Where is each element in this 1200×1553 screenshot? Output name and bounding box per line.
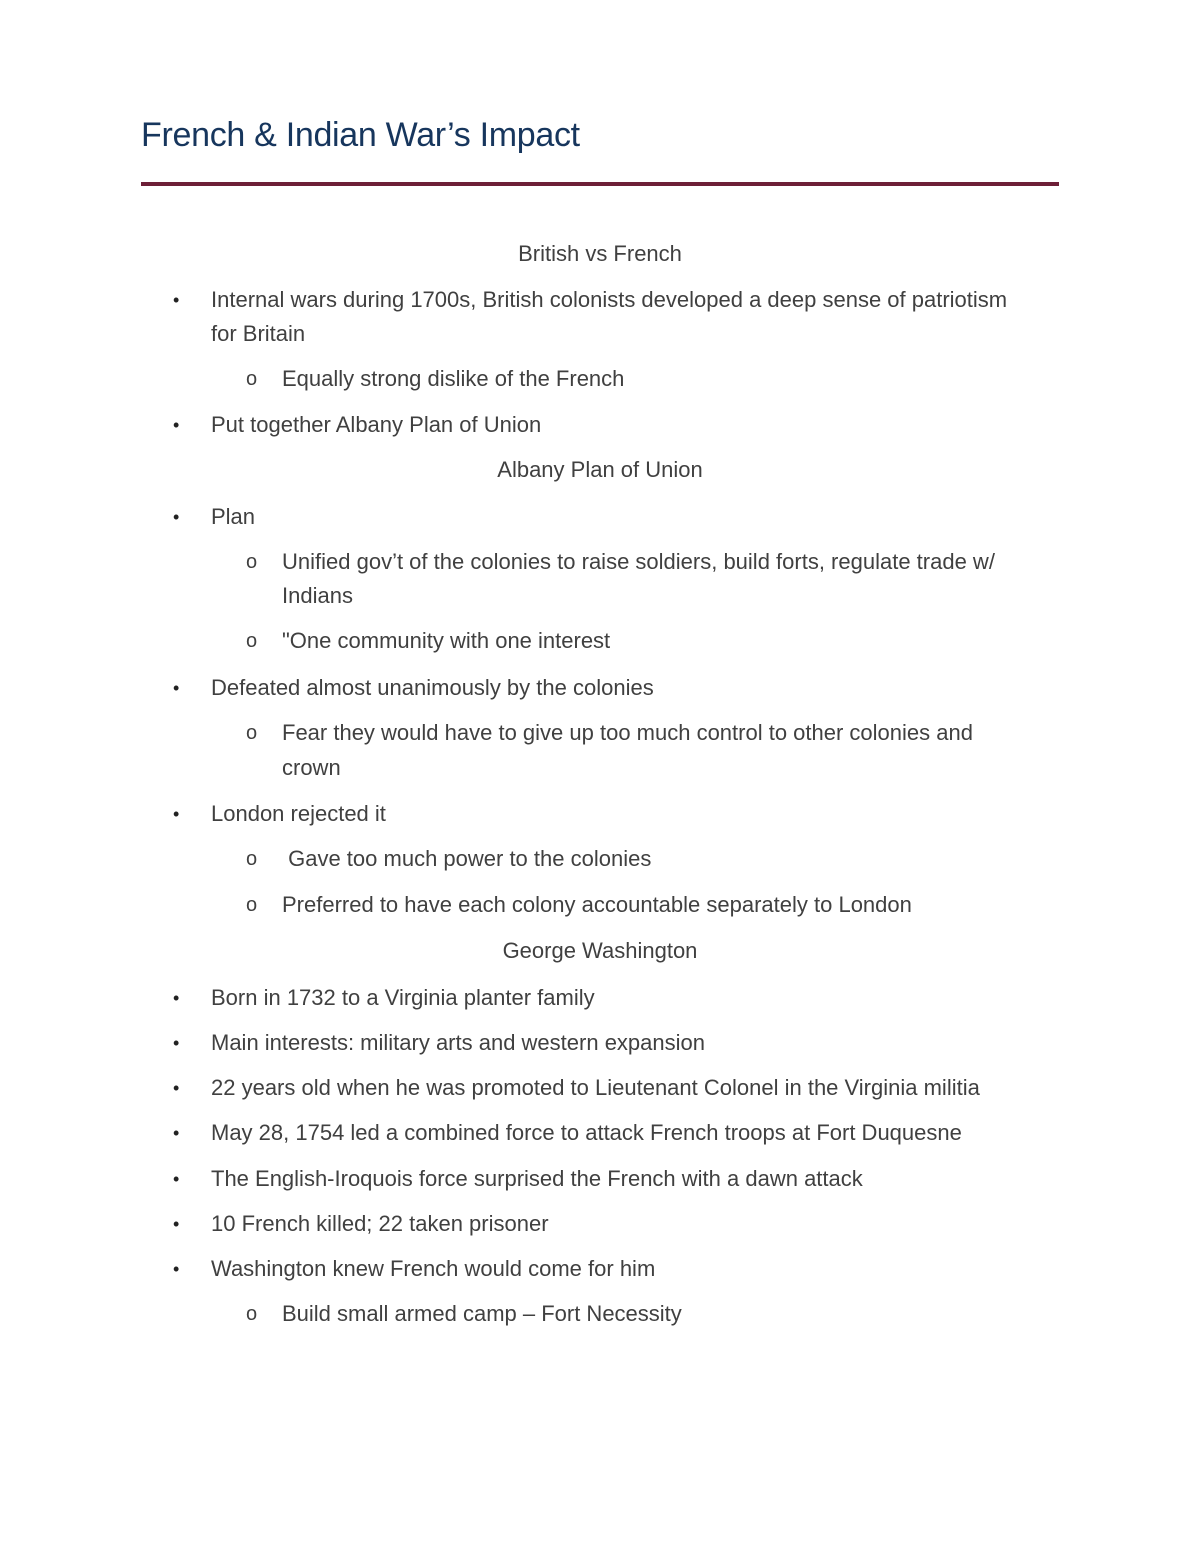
bullet-icon: • <box>173 1123 180 1143</box>
bullet-icon: • <box>173 988 180 1008</box>
bullet-icon: • <box>173 290 180 310</box>
list-item-text: Born in 1732 to a Virginia planter family <box>211 985 595 1010</box>
bullet-icon: • <box>173 678 180 698</box>
list-item-text: Internal wars during 1700s, British colonists developed a deep sense of patriotism <box>211 287 1008 312</box>
sub-bullet-icon: o <box>246 368 258 390</box>
list-item-text: London rejected it <box>211 801 386 826</box>
sub-bullet-icon: o <box>246 551 258 573</box>
sub-list-item-text: Build small armed camp – Fort Necessity <box>282 1301 682 1326</box>
sub-list-item-text: Fear they would have to give up too much control to other colonies and <box>282 720 973 745</box>
bullet-icon: • <box>173 415 180 435</box>
section-heading-text: George Washington <box>502 938 698 963</box>
bullet-icon: • <box>173 1259 180 1279</box>
bullet-icon: • <box>173 1214 180 1234</box>
sub-bullet-icon: o <box>246 722 258 744</box>
list-item-text: Main interests: military arts and western expansion <box>211 1030 705 1055</box>
sub-bullet-icon: o <box>246 894 258 916</box>
sub-list-item-text: Preferred to have each colony accountable separately to London <box>282 892 912 917</box>
list-item-text: 22 years old when he was promoted to Lieutenant Colonel in the Virginia militia <box>211 1075 980 1100</box>
sub-list-item-text: Indians <box>282 583 353 608</box>
section-heading-text: Albany Plan of Union <box>497 457 703 482</box>
list-item-text: Washington knew French would come for him <box>211 1256 656 1281</box>
title-divider <box>141 182 1059 186</box>
section-heading <box>0 453 1200 487</box>
list-item-text: The English-Iroquois force surprised the French with a dawn attack <box>211 1166 863 1191</box>
bullet-icon: • <box>173 804 180 824</box>
list-item-text: May 28, 1754 led a combined force to attack French troops at Fort Duquesne <box>211 1120 962 1145</box>
list-item-text: 10 French killed; 22 taken prisoner <box>211 1211 549 1236</box>
sub-list-item-text: Equally strong dislike of the French <box>282 366 625 391</box>
section-heading <box>0 237 1200 271</box>
sub-list-item-text: crown <box>282 755 341 780</box>
bullet-icon: • <box>173 1033 180 1053</box>
bullet-icon: • <box>173 507 180 527</box>
section-heading <box>0 934 1200 968</box>
list-item-text: Plan <box>211 504 256 529</box>
sub-bullet-icon: o <box>246 1303 258 1325</box>
bullet-icon: • <box>173 1169 180 1189</box>
sub-bullet-icon: o <box>246 848 258 870</box>
sub-bullet-icon: o <box>246 630 258 652</box>
sub-list-item-text: "One community with one interest <box>282 628 611 653</box>
document-title: French & Indian War’s Impact <box>141 116 580 154</box>
list-item-text: for Britain <box>211 321 306 346</box>
list-item-text: Defeated almost unanimously by the colonies <box>211 675 654 700</box>
list-item-text: Put together Albany Plan of Union <box>211 412 542 437</box>
sub-list-item-text: Gave too much power to the colonies <box>282 846 652 871</box>
section-heading-text: British vs French <box>518 241 682 266</box>
sub-list-item-text: Unified gov’t of the colonies to raise soldiers, build forts, regulate trade w/ <box>282 549 995 574</box>
bullet-icon: • <box>173 1078 180 1098</box>
